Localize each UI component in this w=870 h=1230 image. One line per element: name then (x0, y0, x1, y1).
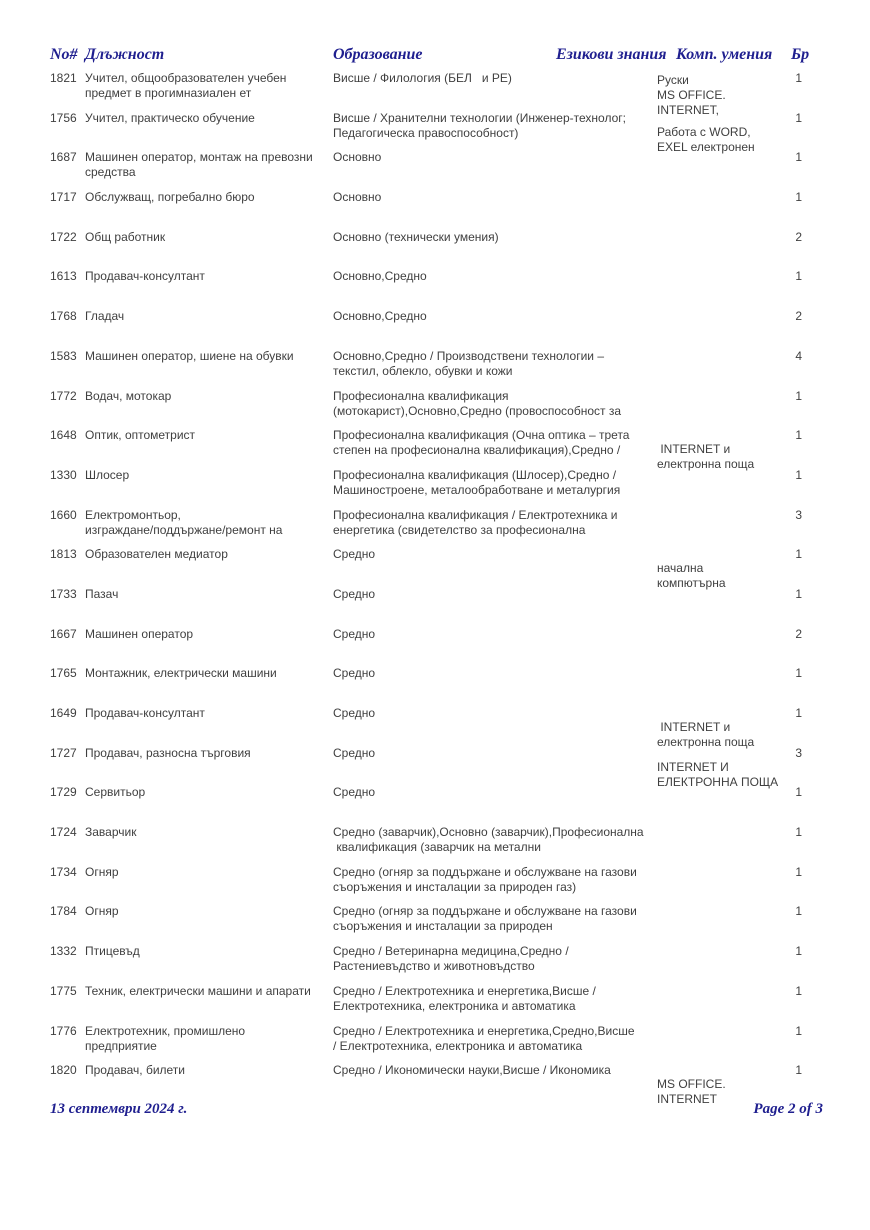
column-header-education: Образование (333, 46, 423, 63)
cell-position (85, 904, 335, 919)
cell-count: 1 (795, 388, 802, 403)
cell-position (85, 389, 335, 404)
text-line: Продавач, разносна търговия (85, 745, 251, 760)
cell-vacancy-number: 1765 (50, 666, 77, 681)
cell-education (333, 111, 658, 141)
cell-position (85, 111, 335, 126)
table-row (0, 587, 870, 627)
text-line: Пазач (85, 586, 119, 601)
cell-count: 2 (795, 309, 802, 324)
cell-education (333, 944, 658, 974)
cell-education (333, 230, 658, 245)
text-line: изграждане/поддържане/ремонт на (85, 522, 283, 537)
column-header-languages: Езикови знания (556, 46, 667, 63)
cell-position (85, 230, 335, 245)
cell-vacancy-number: 1613 (50, 269, 77, 284)
cell-vacancy-number: 1772 (50, 388, 77, 403)
text-line: Средно (333, 666, 376, 681)
cell-position (85, 71, 335, 101)
text-line: Техник, електрически машини и апарати (85, 983, 311, 998)
vacancy-rows (0, 71, 870, 1107)
text-line: Основно (333, 190, 382, 205)
cell-count: 1 (795, 269, 802, 284)
text-line: квалификация (заварчик на метални (333, 840, 541, 855)
text-line: (мотокарист),Основно,Средно (провоспособност за (333, 403, 622, 418)
cell-vacancy-number: 1722 (50, 229, 77, 244)
table-row (0, 904, 870, 944)
cell-vacancy-number: 1330 (50, 467, 77, 482)
text-line: съоръжения и инсталации за природен газ) (333, 879, 577, 894)
table-row (0, 865, 870, 905)
text-line: Средно / Икономически науки,Висше / Икономика (333, 1063, 611, 1078)
cell-education (333, 904, 658, 934)
cell-position (85, 1063, 335, 1078)
cell-education (333, 1063, 658, 1078)
text-line: Основно,Средно / Производствени технологии – (333, 348, 605, 363)
cell-count: 4 (795, 348, 802, 363)
text-line: INTERNET (657, 1092, 717, 1107)
text-line: Професионална квалификация (333, 388, 509, 403)
table-row (0, 984, 870, 1024)
cell-vacancy-number: 1667 (50, 626, 77, 641)
text-line: Средно (333, 706, 376, 720)
text-line: Основно (технически умения) (333, 229, 499, 244)
cell-vacancy-number: 1724 (50, 825, 77, 840)
cell-count: 2 (795, 626, 802, 641)
table-row (0, 309, 870, 349)
cell-position (85, 190, 335, 205)
cell-education (333, 1024, 658, 1054)
text-line: предмет в прогимназиален ет (85, 86, 252, 100)
column-header-count: Бр (791, 46, 810, 63)
text-line: текстил, облекло, обувки и кожи (333, 363, 513, 378)
table-row (0, 785, 870, 825)
cell-education (333, 627, 658, 642)
text-line: предприятие (85, 1038, 157, 1053)
text-line: Педагогическа правоспособност) (333, 125, 519, 140)
cell-education (333, 865, 658, 895)
cell-position (85, 269, 335, 284)
cell-count: 2 (795, 229, 802, 244)
cell-position (85, 825, 335, 840)
cell-vacancy-number: 1648 (50, 428, 77, 443)
text-line: енергетика (свидетелство за професионална (333, 522, 586, 537)
text-line: Средно (333, 626, 376, 641)
text-line: INTERNET и (657, 720, 731, 734)
cell-vacancy-number: 1784 (50, 904, 77, 919)
table-row (0, 825, 870, 865)
cell-position (85, 428, 335, 443)
table-row (0, 706, 870, 749)
text-line: Руски (657, 73, 689, 87)
text-line: Електромонтьор, (85, 507, 181, 522)
text-line: EXEL електронен (657, 139, 755, 154)
text-line: Машиностроене, металообработване и металургия (333, 482, 621, 497)
text-line: Електротехника, електроника и автоматика (333, 998, 576, 1013)
text-line: Огняр (85, 864, 119, 879)
cell-position (85, 666, 335, 681)
cell-position (85, 1024, 335, 1054)
cell-count: 1 (795, 467, 802, 482)
text-line: Професионална квалификация / Електротехника и (333, 507, 618, 522)
table-row (0, 1024, 870, 1064)
cell-count: 1 (795, 110, 802, 125)
text-line: компютърна (657, 576, 726, 591)
text-line: степен на професионална квалификация),Средно / (333, 443, 621, 458)
text-line: INTERNET, (657, 103, 720, 117)
text-line: Продавач-консултант (85, 269, 205, 284)
text-line: Електротехник, промишлено (85, 1023, 246, 1038)
cell-count: 1 (795, 666, 802, 681)
text-line: ЕЛЕКТРОННА ПОЩА (657, 774, 779, 789)
table-row (0, 508, 870, 548)
table-row (0, 269, 870, 309)
table-row (0, 71, 870, 117)
column-header-computer: Комп. умения (676, 46, 773, 63)
cell-position (85, 150, 335, 180)
text-line: Основно (333, 150, 382, 165)
cell-education (333, 984, 658, 1014)
text-line: Средно (огняр за поддържане и обслужване на газови (333, 904, 637, 919)
cell-position (85, 627, 335, 642)
footer-page-number: Page 2 of 3 (753, 1101, 823, 1117)
cell-vacancy-number: 1821 (50, 71, 77, 85)
table-row (0, 627, 870, 667)
cell-count: 1 (795, 71, 802, 85)
table-row (0, 468, 870, 508)
text-line: Заварчик (85, 825, 137, 840)
cell-count: 1 (795, 706, 802, 720)
text-line: Основно,Средно (333, 269, 427, 284)
cell-position (85, 587, 335, 602)
cell-count: 1 (795, 547, 802, 562)
cell-position (85, 309, 335, 324)
cell-vacancy-number: 1733 (50, 586, 77, 601)
text-line: Гладач (85, 309, 125, 324)
cell-education (333, 666, 658, 681)
text-line: Машинен оператор (85, 626, 194, 641)
text-line: Птицевъд (85, 944, 140, 959)
text-line: Основно,Средно (333, 309, 427, 324)
text-line: Професионална квалификация (Шлосер),Средно / (333, 467, 617, 482)
text-line: / Електротехника, електроника и автоматика (333, 1038, 583, 1053)
cell-vacancy-number: 1734 (50, 864, 77, 879)
cell-position (85, 944, 335, 959)
text-line: електронна поща (657, 735, 755, 749)
cell-education (333, 389, 658, 419)
table-row (0, 745, 870, 789)
text-line: Професионална квалификация (Очна оптика – трета (333, 428, 630, 443)
cell-education (333, 587, 658, 602)
cell-count: 1 (795, 586, 802, 601)
cell-vacancy-number: 1729 (50, 785, 77, 800)
cell-education (333, 190, 658, 205)
cell-position (85, 785, 335, 800)
cell-education (333, 746, 658, 761)
cell-count: 1 (795, 190, 802, 205)
text-line: Средно / Електротехника и енергетика,Висше / (333, 983, 596, 998)
text-line: Средно / Ветеринарна медицина,Средно / (333, 944, 569, 959)
table-row (0, 349, 870, 389)
text-line: Средно / Електротехника и енергетика,Средно,Висше (333, 1023, 635, 1038)
text-line: съоръжения и инсталации за природен (333, 919, 553, 934)
text-line: Средно (333, 586, 376, 601)
text-line: Огняр (85, 904, 119, 919)
text-line: MS OFFICE. (657, 1077, 726, 1092)
text-line: Висше / Филология (БЕЛ и РЕ) (333, 71, 512, 85)
cell-count: 3 (795, 745, 802, 760)
text-line: Образователен медиатор (85, 547, 228, 562)
cell-education (333, 309, 658, 324)
cell-education (333, 706, 658, 721)
cell-education (333, 468, 658, 498)
text-line: Учител, общообразователен учебен (85, 71, 287, 85)
text-line: средства (85, 165, 136, 180)
cell-vacancy-number: 1332 (50, 944, 77, 959)
table-row (0, 389, 870, 429)
cell-count: 1 (795, 944, 802, 959)
cell-count: 1 (795, 904, 802, 919)
cell-position (85, 865, 335, 880)
cell-vacancy-number: 1727 (50, 745, 77, 760)
text-line: MS OFFICE. (657, 88, 726, 102)
table-row (0, 1063, 870, 1107)
cell-position (85, 706, 335, 721)
text-line: Обслужващ, погребално бюро (85, 190, 255, 205)
text-line: Продавач-консултант (85, 706, 205, 720)
cell-count: 1 (795, 1023, 802, 1038)
cell-education (333, 547, 658, 562)
text-line: Учител, практическо обучение (85, 110, 255, 125)
text-line: Средно (333, 785, 376, 800)
text-line: Шлосер (85, 467, 130, 482)
text-line: Машинен оператор, шиене на обувки (85, 348, 294, 363)
table-row (0, 666, 870, 706)
table-row (0, 150, 870, 190)
cell-vacancy-number: 1649 (50, 706, 77, 720)
cell-education (333, 785, 658, 800)
cell-vacancy-number: 1776 (50, 1023, 77, 1038)
footer-date: 13 септември 2024 г. (50, 1101, 188, 1117)
cell-count: 1 (795, 983, 802, 998)
text-line: Средно (заварчик),Основно (заварчик),Професионална (333, 825, 644, 840)
cell-vacancy-number: 1775 (50, 983, 77, 998)
text-line: Средно (огняр за поддържане и обслужване на газови (333, 864, 637, 879)
text-line: Средно (333, 547, 376, 562)
cell-count: 1 (795, 785, 802, 800)
text-line: Монтажник, електрически машини (85, 666, 277, 681)
table-row (0, 190, 870, 230)
text-line: Сервитьор (85, 785, 146, 800)
text-line: електронна поща (657, 457, 755, 472)
cell-vacancy-number: 1687 (50, 150, 77, 165)
text-line: Растениевъдство и животновъдство (333, 959, 535, 974)
cell-count: 1 (795, 428, 802, 443)
text-line: Водач, мотокар (85, 388, 172, 403)
text-line: Оптик, оптометрист (85, 428, 196, 443)
cell-education (333, 269, 658, 284)
text-line: Работа с WORD, (657, 124, 751, 139)
cell-education (333, 349, 658, 379)
cell-position (85, 349, 335, 364)
cell-position (85, 508, 335, 538)
text-line: INTERNET И (657, 759, 729, 774)
cell-vacancy-number: 1756 (50, 110, 77, 125)
cell-vacancy-number: 1583 (50, 348, 77, 363)
cell-count: 1 (795, 825, 802, 840)
cell-education (333, 825, 658, 855)
text-line: Продавач, билети (85, 1063, 186, 1078)
cell-education (333, 428, 658, 458)
table-row (0, 547, 870, 591)
cell-vacancy-number: 1717 (50, 190, 77, 205)
cell-count: 3 (795, 507, 802, 522)
cell-education (333, 150, 658, 165)
cell-position (85, 547, 335, 562)
table-row (0, 428, 870, 472)
text-line: INTERNET и (657, 442, 731, 457)
cell-count: 1 (795, 1063, 802, 1078)
cell-vacancy-number: 1813 (50, 547, 77, 562)
cell-count: 1 (795, 150, 802, 165)
cell-count: 1 (795, 864, 802, 879)
cell-position (85, 984, 335, 999)
column-header-no: No# (50, 46, 78, 63)
text-line: Висше / Хранителни технологии (Инженер-технолог; (333, 110, 626, 125)
text-line: Средно (333, 745, 376, 760)
cell-position (85, 746, 335, 761)
text-line: начална (657, 561, 704, 576)
cell-education (333, 71, 658, 86)
table-row (0, 230, 870, 270)
column-header-position: Длъжност (85, 46, 165, 63)
cell-vacancy-number: 1768 (50, 309, 77, 324)
table-row (0, 944, 870, 984)
cell-education (333, 508, 658, 538)
text-line: Общ работник (85, 229, 166, 244)
text-line: Машинен оператор, монтаж на превозни (85, 150, 313, 165)
cell-vacancy-number: 1660 (50, 507, 77, 522)
cell-vacancy-number: 1820 (50, 1063, 77, 1078)
cell-position (85, 468, 335, 483)
